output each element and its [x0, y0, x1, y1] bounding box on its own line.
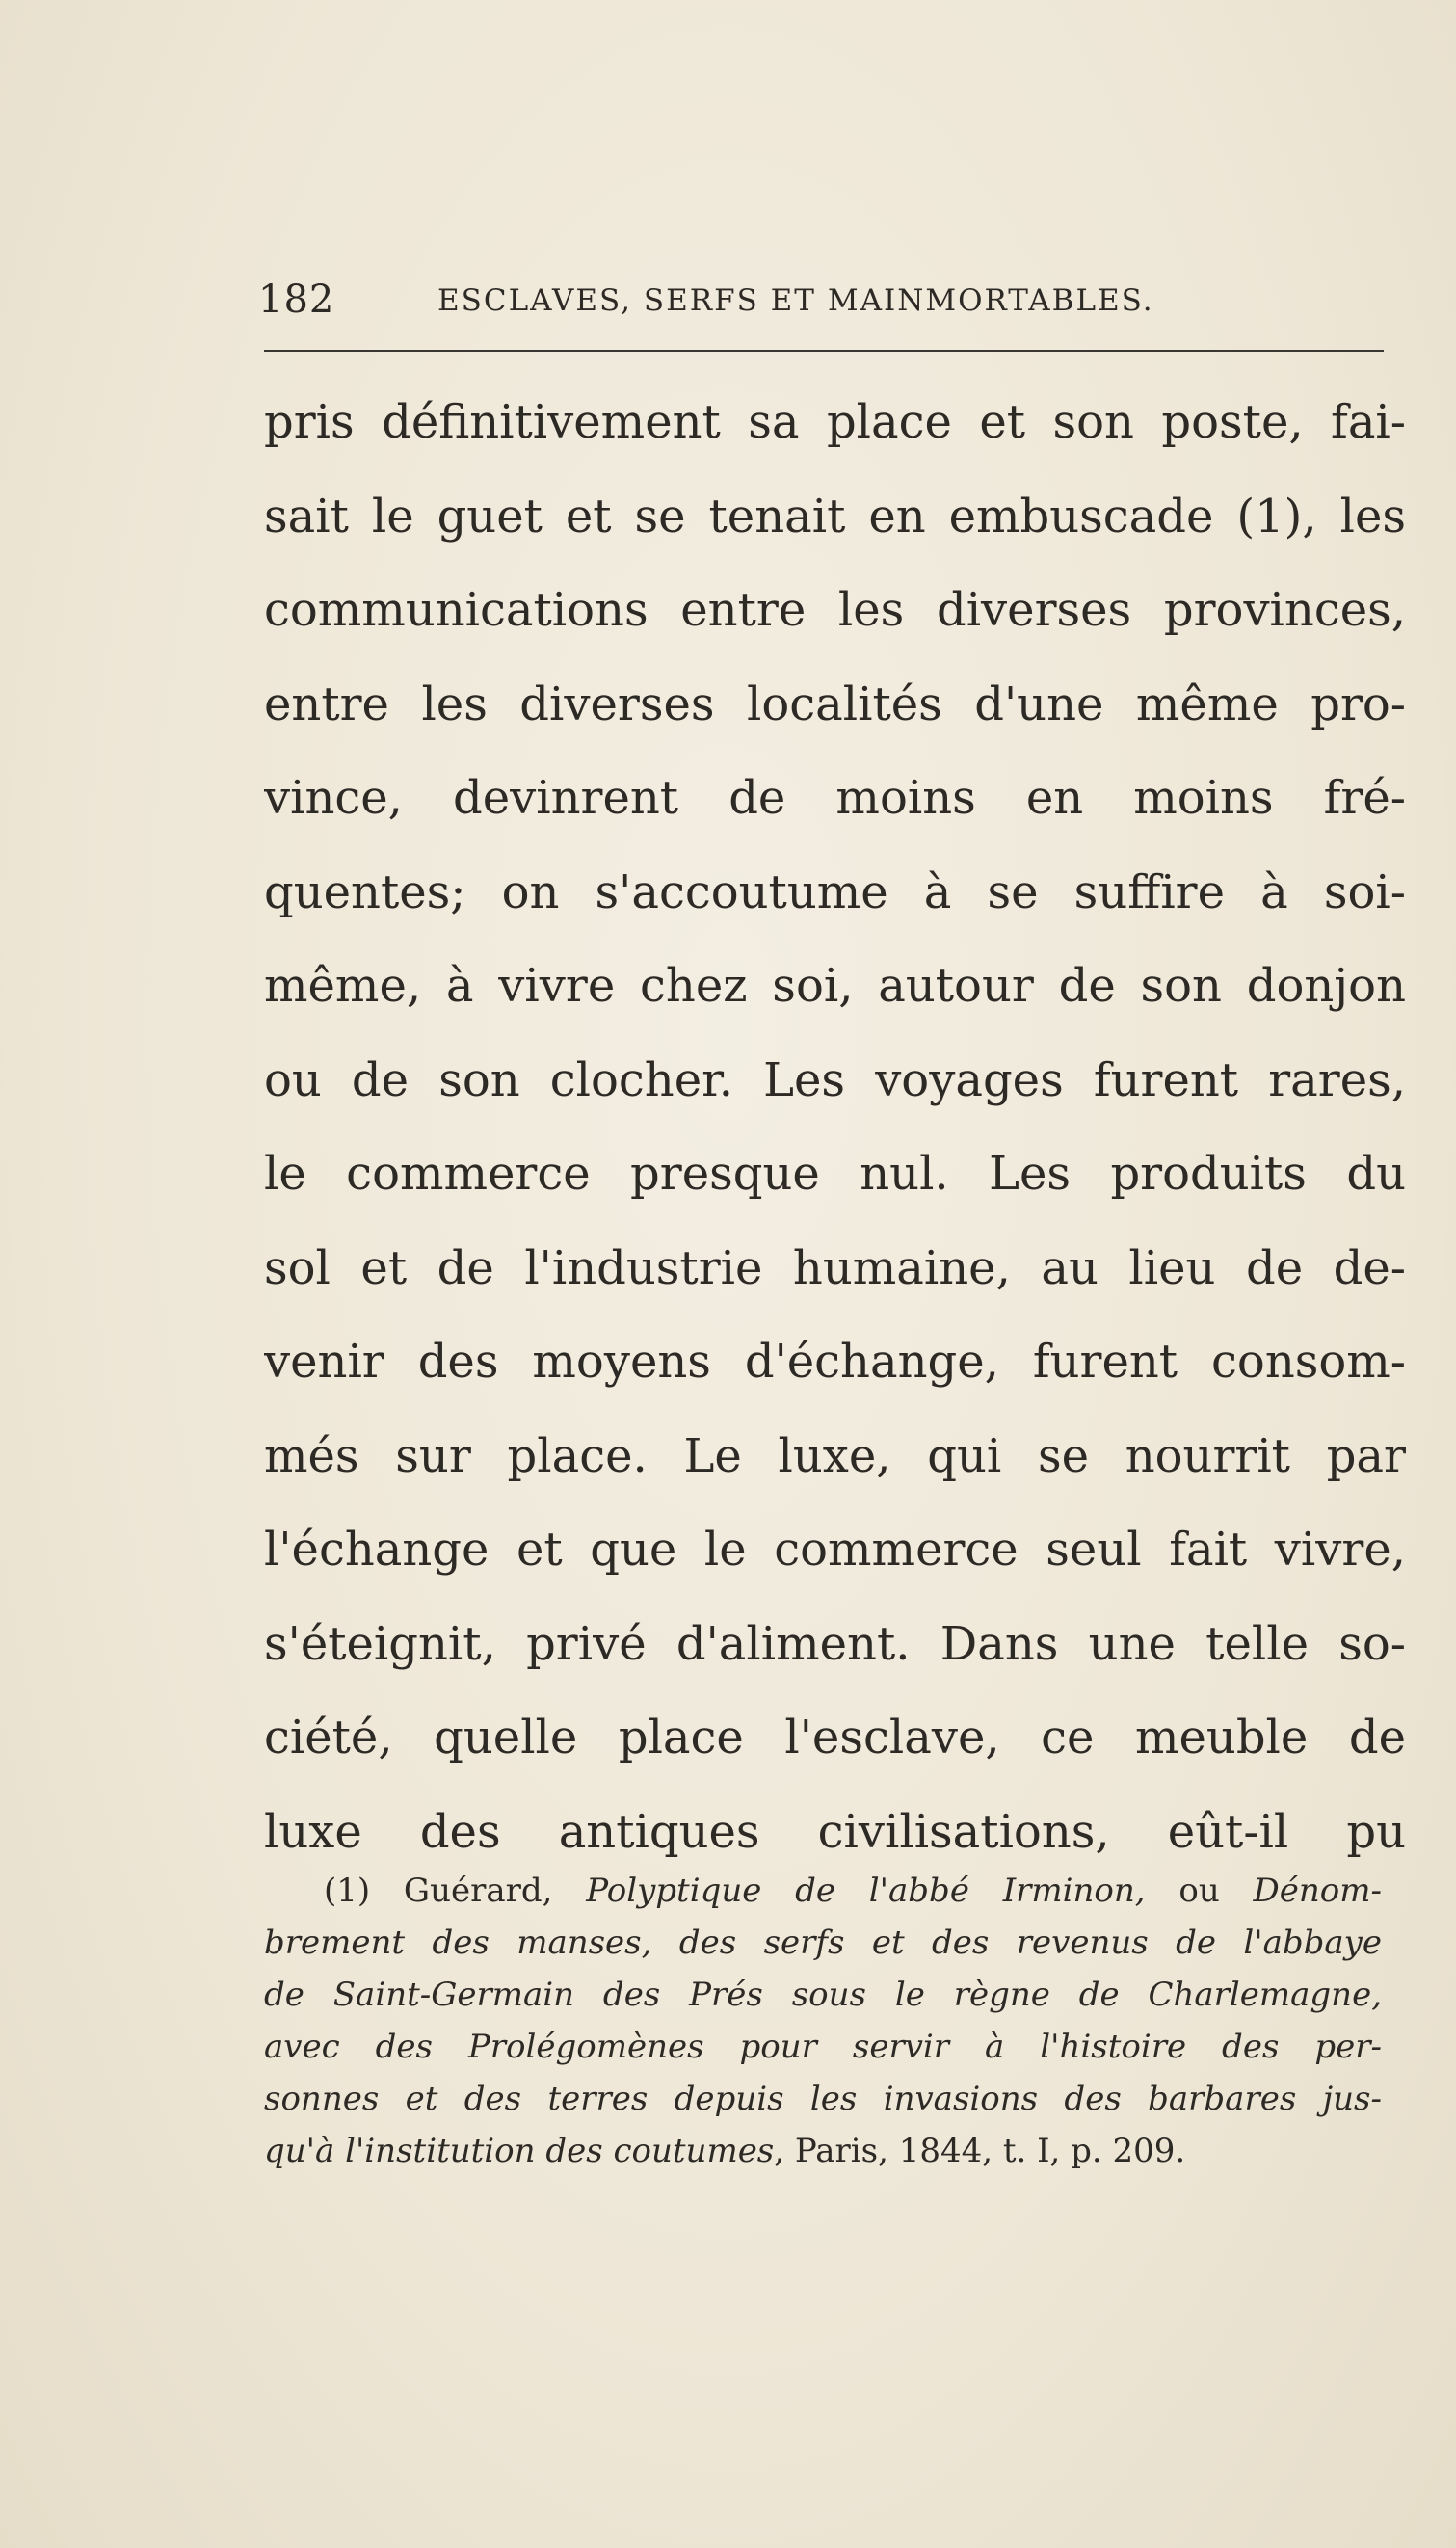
text-line: sait le guet et se tenait en embuscade (1), les: [264, 489, 1406, 544]
footnote-title: sonnes et des terres depuis les invasions des barbares jus-: [264, 2080, 1382, 2118]
text-line: venir des moyens d'échange, furent consom-: [264, 1335, 1406, 1389]
body-text: [264, 376, 1406, 1879]
text-line: entre les diverses localités d'une même pro-: [264, 677, 1406, 731]
text-line: pris définitivement sa place et son poste, fai-: [264, 395, 1406, 449]
text-line: s'éteignit, privé d'aliment. Dans une telle so-: [264, 1616, 1406, 1671]
running-title: ESCLAVES, SERFS ET MAINMORTABLES.: [437, 283, 1154, 318]
header-rule: [264, 350, 1384, 352]
text-line: luxe des antiques civilisations, eût-il pu: [264, 1804, 1406, 1859]
text-line: ciété, quelle place l'esclave, ce meuble de: [264, 1711, 1406, 1765]
footnote-marker-author: (1) Guérard,: [324, 1871, 587, 1910]
text-line: communications entre les diverses provinces,: [264, 583, 1406, 637]
footnote-title: de Saint-Germain des Prés sous le règne de Charlemagne,: [264, 1976, 1382, 2014]
footnote: [264, 1865, 1382, 2177]
text-line: l'échange et que le commerce seul fait vivre,: [264, 1523, 1406, 1577]
footnote-title: avec des Prolégomènes pour servir à l'histoire des per-: [264, 2028, 1382, 2066]
footnote-title: Polyptique de l'abbé Irminon,: [586, 1871, 1179, 1910]
footnote-line: [264, 1969, 1382, 2021]
footnote-citation: , Paris, 1844, t. I, p. 209.: [774, 2132, 1186, 2170]
footnote-line: [264, 1917, 1382, 1969]
text-line: vince, devinrent de moins en moins fré-: [264, 771, 1406, 825]
footnote-title: Dénom-: [1253, 1871, 1382, 1910]
footnote-line: [264, 2073, 1382, 2125]
text-line: ou de son clocher. Les voyages furent rares,: [264, 1052, 1406, 1107]
text-line: même, à vivre chez soi, autour de son donjon: [264, 959, 1406, 1013]
footnote-line: [264, 1865, 1382, 1917]
footnote-line: [264, 2125, 1382, 2177]
text-line: quentes; on s'accoutume à se suffire à soi-: [264, 864, 1406, 919]
footnote-conjunction: ou: [1178, 1871, 1254, 1910]
page-number: 182: [258, 278, 335, 322]
footnote-title: qu'à l'institution des coutumes: [264, 2132, 775, 2170]
footnote-line: [264, 2021, 1382, 2073]
text-line: més sur place. Le luxe, qui se nourrit par: [264, 1428, 1406, 1483]
page-header: [258, 278, 1386, 335]
text-line: sol et de l'industrie humaine, au lieu de de-: [264, 1240, 1406, 1295]
footnote-title: brement des manses, des serfs et des revenus de l'abbaye: [264, 1924, 1382, 1962]
text-line: le commerce presque nul. Les produits du: [264, 1147, 1406, 1201]
